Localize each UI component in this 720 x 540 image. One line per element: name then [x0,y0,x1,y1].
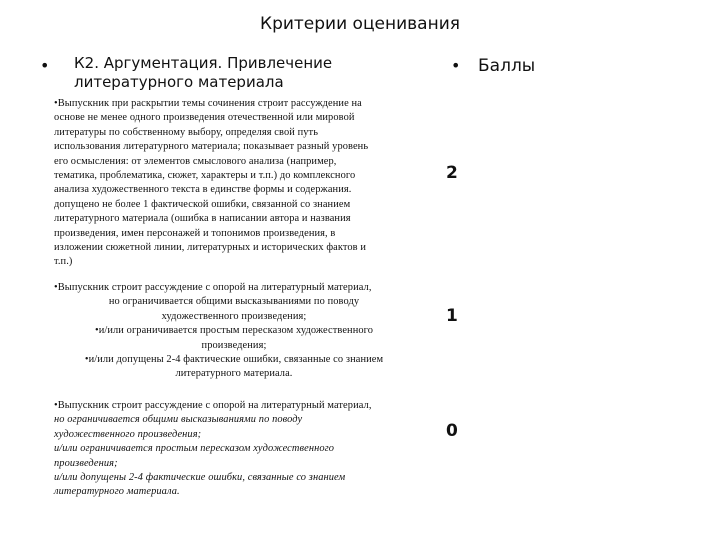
criterion-heading-line1: К2. Аргументация. Привлечение [74,54,333,72]
score-header-bullet: • [451,56,461,75]
criterion-line: литературного материала. [54,486,180,498]
criterion-line: •Выпускник строит рассуждение с опорой на литературный материал, [54,282,372,293]
criterion-line: •Выпускник строит рассуждение с опорой на литературный материал, [54,400,372,411]
score-value-0: 0 [446,421,458,441]
criterion-line: •и/или ограничивается простым пересказом художественного [94,325,374,337]
criterion-line: т.п.) [54,256,73,268]
criterion-line: изложении сюжетной линии, литературных и исторических фактов и [54,242,367,254]
criterion-score-1-description [54,281,414,382]
criterion-line: его осмысления: от элементов смыслового анализа (например, [54,155,337,167]
criterion-score-2-description [54,97,414,270]
criterion-line: но ограничивается общими высказываниями по поводу [54,414,303,426]
page-title: Критерии оценивания [260,14,460,34]
criterion-line: художественного произведения; [54,428,202,440]
criterion-heading-line2: литературного материала [74,73,284,91]
criterion-line: литературного материала (ошибка в написании автора и названия [54,213,351,225]
criterion-line: •и/или допущены 2-4 фактические ошибки, связанные со знанием [84,354,384,366]
criterion-line: и/или допущены 2-4 фактические ошибки, связанные со знанием [54,472,346,484]
criterion-line: тематика, проблематика, сюжет, характеры и т.п.) до комплексного [54,170,356,182]
score-value-2: 2 [446,163,458,183]
criterion-line: произведения; [201,339,267,351]
criterion-line: использования литературного материала; показывает разный уровень [54,141,369,153]
criterion-line: произведения, имен персонажей и топонимов произведения, в [54,227,336,239]
criterion-line: основе не менее одного произведения отечественной или мировой [54,112,355,124]
criterion-line: анализа художественного текста в единстве формы и содержания. [54,184,352,196]
criterion-line: но ограничивается общими высказываниями по поводу [108,296,360,308]
criterion-line: и/или ограничивается простым пересказом художественного [54,443,335,455]
criterion-line: литературного материала. [175,368,293,380]
score-value-1: 1 [446,306,458,326]
criterion-line: художественного произведения; [161,310,307,322]
criterion-line: литературы по собственному выбору, определяя свой путь [54,126,319,138]
criterion-line: •Выпускник при раскрытии темы сочинения строит рассуждение на [54,98,362,109]
criterion-score-0-description [54,399,414,500]
criterion-heading [74,54,374,92]
score-header: Баллы [478,56,536,76]
criterion-bullet: • [40,56,50,75]
criterion-line: произведения; [54,457,118,469]
criterion-line: допущено не более 1 фактической ошибки, связанной со знанием [54,198,351,210]
